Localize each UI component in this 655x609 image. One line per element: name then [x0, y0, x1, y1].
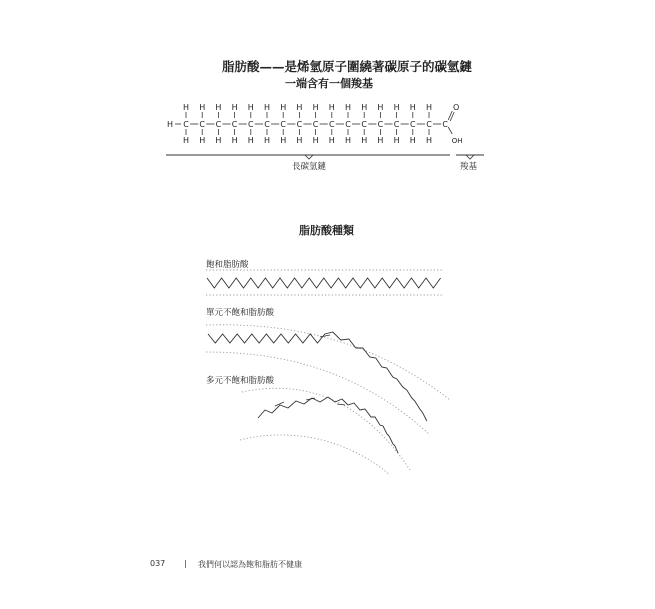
saturated-chain: [207, 278, 441, 288]
guide-arc: [240, 435, 390, 475]
long-chain-label: 長碳氫鏈: [292, 162, 327, 172]
footer-book-title: 我們何以認為飽和脂肪不健康: [198, 560, 302, 569]
hydrogen-atom: H: [425, 103, 433, 112]
saturated-label: 飽和脂肪酸: [206, 260, 249, 270]
hydrogen-atom: H: [247, 136, 254, 145]
footer-page-number: 037: [150, 559, 166, 568]
carbon-atom: C: [231, 120, 238, 129]
structure-brackets: [166, 155, 484, 159]
hydrogen-atom: H: [344, 136, 352, 145]
footer-separator: |: [184, 559, 187, 568]
structural-formula: [167, 103, 463, 145]
hydrogen-atom: H: [263, 103, 271, 112]
hydrogen-atom: H: [312, 136, 319, 145]
hydrogen-atom: H: [393, 103, 400, 112]
page-subtitle: 一端含有一個羧基: [285, 77, 373, 90]
hydrogen-atom: H: [409, 103, 416, 112]
hydrogen-atom: H: [215, 136, 222, 145]
hydrogen-atom: H: [312, 103, 319, 112]
double-bond: [337, 404, 345, 405]
carbon-atom: C: [264, 120, 270, 129]
hydrogen-atom: H: [280, 136, 287, 145]
carbon-atom: C: [280, 120, 286, 129]
carbon-atom: C: [345, 120, 351, 129]
bracket-tick: [466, 155, 474, 159]
bond: [448, 127, 452, 134]
hydrogen-atom: H: [199, 136, 206, 145]
carbon-atom: C: [426, 120, 432, 129]
carbon-atom: C: [199, 120, 205, 129]
hydrogen-atom: H: [182, 136, 190, 145]
carbon-atom: C: [377, 120, 384, 129]
guide-arc: [206, 352, 430, 435]
carbon-atom: C: [183, 120, 189, 129]
bracket-tick: [305, 155, 313, 159]
terminal-hydrogen: H: [166, 120, 174, 129]
carbon-atom: C: [248, 120, 254, 129]
monounsaturated-label: 單元不飽和脂肪酸: [206, 308, 275, 318]
carbon-atom: C: [215, 120, 222, 129]
hydrogen-atom: H: [231, 103, 238, 112]
hydrogen-atom: H: [199, 103, 206, 112]
carbon-atom: C: [361, 120, 367, 129]
hydrogen-atom: H: [361, 103, 368, 112]
hydrogen-atom: H: [182, 103, 190, 112]
hydrogen-atom: H: [247, 103, 254, 112]
hydrogen-atom: H: [280, 103, 287, 112]
hydrogen-atom: H: [296, 136, 303, 145]
carboxyl-label: 羧基: [460, 162, 478, 172]
hydrogen-atom: H: [215, 103, 222, 112]
hydrogen-atom: H: [263, 136, 271, 145]
hydrogen-atom: H: [409, 136, 416, 145]
carbon-atom: C: [410, 120, 416, 129]
hydrogen-atom: H: [231, 136, 238, 145]
hydrogen-atom: H: [296, 103, 303, 112]
hydrogen-atom: H: [328, 136, 335, 145]
carbon-atom: C: [296, 120, 303, 129]
polyunsaturated-label: 多元不飽和脂肪酸: [206, 376, 275, 386]
types-title: 脂肪酸種類: [299, 224, 354, 237]
hydrogen-atom: H: [425, 136, 433, 145]
carbon-atom: C: [442, 120, 448, 129]
page-title: 脂肪酸——是烯氫原子圍繞著碳原子的碳氫鏈: [222, 59, 473, 74]
guide-arc: [206, 325, 450, 400]
hydrogen-atom: H: [328, 103, 335, 112]
fatty-acid-types-diagram: [206, 270, 450, 475]
carbon-atom: C: [312, 120, 319, 129]
hydrogen-atom: H: [377, 136, 384, 145]
hydrogen-atom: H: [344, 103, 352, 112]
hydroxyl-group: OH: [451, 137, 463, 145]
polyunsaturated-chain: [258, 397, 398, 453]
carbon-atom: C: [393, 120, 400, 129]
hydrogen-atom: H: [361, 136, 368, 145]
hydrogen-atom: H: [393, 136, 400, 145]
hydrogen-atom: H: [377, 103, 384, 112]
oxygen-atom: O: [453, 103, 460, 112]
carbon-atom: C: [329, 120, 335, 129]
